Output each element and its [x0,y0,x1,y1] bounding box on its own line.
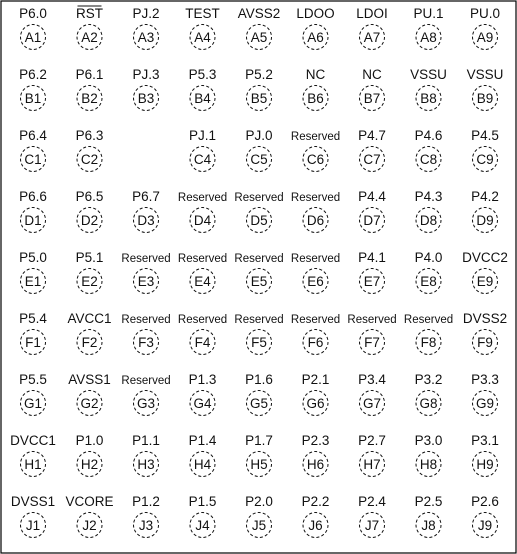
ball-id-label: D4 [193,213,212,228]
ball-b9 [467,67,504,111]
ball-b4 [189,67,217,111]
ball-d4 [178,192,227,233]
ball-id-label: J4 [195,518,210,533]
ball-id-label: A2 [81,30,98,45]
signal-label: P2.1 [301,372,330,387]
ball-d6 [291,192,340,233]
ball-e9 [462,250,508,294]
signal-label: P4.5 [471,128,499,143]
ball-h9 [471,433,499,477]
ball-d8 [415,189,443,233]
ball-id-label: H4 [193,457,212,472]
ball-a8 [413,6,443,50]
signal-label: Reserved [234,314,284,326]
ball-id-label: D1 [24,213,42,228]
ball-d1 [19,189,47,233]
signal-label: Reserved [290,131,341,143]
signal-label: NC [362,67,382,82]
signal-label: Reserved [290,314,341,326]
ball-b3 [132,67,159,111]
ball-id-label: D9 [476,213,494,228]
ball-id-label: B2 [81,91,98,106]
ball-b7 [360,67,385,111]
ball-c5 [245,128,272,172]
ball-j8 [415,494,443,538]
ball-id-label: E6 [307,274,324,289]
ball-id-label: F5 [251,335,267,350]
ball-id-label: J1 [25,518,41,533]
ball-e3 [121,253,170,294]
ball-d2 [76,189,104,233]
ball-id-label: D6 [306,213,325,228]
signal-label: PJ.1 [188,128,217,143]
signal-label: AVSS1 [68,372,111,387]
ball-b2 [76,67,104,111]
ball-id-label: A5 [250,30,268,45]
ball-id-label: J8 [421,518,436,533]
signal-label: Reserved [403,314,454,326]
signal-label: P4.0 [414,250,443,265]
ball-j1 [11,494,55,538]
signal-label: P5.2 [245,67,273,82]
ball-c9 [471,128,499,172]
signal-label: P5.4 [19,311,47,326]
ball-g1 [19,372,47,416]
ball-id-label: H9 [476,457,494,472]
signal-label: P3.0 [414,433,443,448]
ball-e5 [234,253,283,294]
ball-a4 [185,6,220,50]
ball-id-label: F2 [81,335,98,350]
signal-label: P2.7 [358,433,386,448]
ball-id-label: G5 [249,396,269,411]
ball-id-label: B6 [307,91,324,106]
signal-label: P1.5 [188,494,217,509]
ball-id-label: F3 [138,335,154,350]
signal-label: P1.1 [132,433,160,448]
signal-label: P6.0 [19,6,47,21]
ball-id-label: F1 [25,335,41,350]
ball-f1 [19,311,47,355]
ball-f9 [463,311,507,355]
signal-label: P4.4 [358,189,386,204]
ball-a3 [132,6,159,50]
ball-f5 [234,314,283,355]
ball-c7 [358,128,386,172]
signal-label: P6.7 [132,189,160,204]
signal-label: P5.3 [188,67,217,82]
signal-label: TEST [185,6,220,21]
signal-label: P1.7 [245,433,273,448]
ball-id-label: E2 [81,274,98,289]
ball-a6 [296,6,334,50]
signal-label: P2.3 [301,433,330,448]
ball-h8 [415,433,443,477]
ball-id-label: H6 [306,457,325,472]
ball-id-label: C4 [193,152,212,167]
ball-id-label: B3 [137,91,155,106]
ball-b6 [303,67,328,111]
signal-label: LDOI [356,6,388,21]
ball-f6 [291,314,340,355]
ball-id-label: A9 [476,30,494,45]
signal-label: VSSU [466,67,504,82]
signal-label: PJ.3 [132,67,160,82]
ball-e2 [76,250,104,294]
ball-e1 [19,250,47,294]
ball-id-label: G6 [306,396,325,411]
ball-id-label: A1 [24,30,42,45]
ball-id-label: C8 [419,152,438,167]
ball-f2 [67,311,111,355]
ball-id-label: H2 [80,457,99,472]
signal-label: P2.4 [358,494,386,509]
ball-id-label: B8 [420,91,437,106]
signal-label: P4.6 [414,128,443,143]
ball-j9 [471,494,499,538]
ball-id-label: G1 [23,396,43,411]
signal-label: P3.3 [471,372,499,387]
signal-label: Reserved [347,314,397,326]
signal-label: AVSS2 [237,6,281,21]
signal-label: P1.6 [245,372,273,387]
ball-e4 [178,253,227,294]
ball-id-label: B9 [476,91,494,106]
signal-label: DVCC1 [10,433,56,448]
ball-id-label: F8 [420,335,437,350]
ball-id-label: C5 [250,152,268,167]
ball-id-label: D7 [363,213,381,228]
signal-label: VCORE [65,494,114,509]
signal-label: P2.5 [414,494,443,509]
signal-label: P1.3 [188,372,217,387]
signal-label: P4.7 [358,128,386,143]
ball-g9 [471,372,499,416]
ball-id-label: A6 [307,30,324,45]
signal-label: RST [76,6,103,21]
ball-id-label: A7 [363,30,381,45]
ball-id-label: H5 [250,457,268,472]
ball-h6 [302,433,330,477]
ball-b8 [410,67,447,111]
signal-label: Reserved [290,253,341,265]
ball-id-label: E8 [420,274,437,289]
ball-g6 [302,372,330,416]
ball-id-label: H8 [419,457,438,472]
ball-j7 [358,494,386,538]
signal-label: P3.2 [414,372,443,387]
ball-d5 [234,192,283,233]
ball-j3 [132,494,160,538]
ball-a7 [356,6,388,50]
signal-label: AVCC1 [67,311,112,326]
ball-id-label: C9 [476,152,494,167]
ball-c8 [415,128,443,172]
signal-label: P6.1 [75,67,104,82]
ball-id-label: F9 [477,335,493,350]
ball-b1 [19,67,47,111]
ball-id-label: G9 [475,396,495,411]
signal-label: P5.1 [75,250,104,265]
ball-a9 [470,6,500,50]
ball-id-label: B5 [250,91,268,106]
ball-f4 [178,314,227,355]
signal-label: P4.1 [358,250,386,265]
ball-id-label: G2 [80,396,99,411]
ball-id-label: H7 [363,457,381,472]
ball-e7 [358,250,386,294]
ball-id-label: D3 [137,213,155,228]
signal-label: Reserved [177,314,228,326]
ball-id-label: A8 [420,30,437,45]
ball-c2 [76,128,104,172]
ball-b5 [245,67,273,111]
signal-label: Reserved [121,375,171,387]
ball-id-label: B1 [24,91,42,106]
ball-id-label: G4 [193,396,212,411]
signal-label: Reserved [177,253,228,265]
signal-label: P4.2 [471,189,499,204]
ball-id-label: H1 [24,457,42,472]
signal-label: DVSS2 [462,311,508,326]
ball-id-label: E9 [476,274,494,289]
signal-label: PU.1 [413,6,444,21]
ball-d7 [358,189,386,233]
ball-id-label: G8 [419,396,438,411]
signal-label: P6.4 [19,128,47,143]
signal-label: P2.2 [301,494,330,509]
ball-j6 [302,494,330,538]
ball-id-label: D2 [80,213,99,228]
ball-id-label: G3 [136,396,156,411]
signal-label: P6.5 [75,189,104,204]
ball-id-label: A3 [137,30,155,45]
ball-j4 [189,494,217,538]
signal-label: Reserved [121,253,171,265]
ball-id-label: J6 [308,518,323,533]
signal-label: P6.2 [19,67,47,82]
ball-id-label: E5 [250,274,268,289]
balls-layer [10,6,508,538]
ball-a5 [238,6,281,50]
ball-id-label: J2 [82,518,97,533]
signal-label: P4.3 [414,189,443,204]
ball-c1 [19,128,47,172]
signal-label: Reserved [234,192,284,204]
signal-label: P1.0 [75,433,104,448]
ball-c4 [189,128,216,172]
ball-id-label: F7 [364,335,380,350]
signal-label: P3.4 [358,372,386,387]
ball-id-label: B7 [363,91,381,106]
signal-label: P5.5 [19,372,47,387]
signal-label: PJ.0 [245,128,273,143]
ball-g7 [358,372,386,416]
ball-id-label: C2 [80,152,99,167]
signal-label: PU.0 [469,6,501,21]
ball-id-label: B4 [194,91,211,106]
ball-id-label: D5 [250,213,268,228]
ball-id-label: F6 [307,335,324,350]
ball-h3 [132,433,160,477]
ball-h7 [358,433,386,477]
ball-id-label: J7 [364,518,380,533]
ball-id-label: A4 [194,30,211,45]
ball-a2 [76,6,103,50]
ball-h4 [189,433,217,477]
ball-id-label: E3 [137,274,155,289]
ball-h5 [245,433,273,477]
ball-d3 [132,189,160,233]
signal-label: P5.0 [19,250,47,265]
ball-id-label: F4 [194,335,211,350]
ball-id-label: J3 [138,518,154,533]
signal-label: Reserved [234,253,284,265]
ball-id-label: E7 [363,274,381,289]
ball-c6 [291,131,340,172]
ball-d9 [471,189,499,233]
ball-g4 [189,372,217,416]
signal-label: DVCC2 [462,250,508,265]
signal-label: P6.3 [75,128,104,143]
ball-id-label: C6 [306,152,325,167]
ball-f3 [121,314,170,355]
ball-id-label: C7 [363,152,381,167]
signal-label: Reserved [121,314,171,326]
signal-label: Reserved [290,192,341,204]
ball-g8 [415,372,443,416]
ball-e8 [415,250,443,294]
ball-id-label: G7 [362,396,382,411]
ball-e6 [291,253,340,294]
signal-label: Reserved [177,192,228,204]
signal-label: PJ.2 [132,6,160,21]
ball-h1 [10,433,56,477]
ball-id-label: E4 [194,274,211,289]
ball-id-label: H3 [137,457,155,472]
signal-label: NC [305,67,326,82]
signal-label: VSSU [410,67,447,82]
signal-label: P2.0 [245,494,273,509]
signal-label: LDOO [296,6,335,21]
ball-id-label: E1 [24,274,42,289]
signal-label: DVSS1 [10,494,56,509]
signal-label: P1.4 [188,433,217,448]
ball-g3 [121,375,170,416]
ball-id-label: C1 [24,152,42,167]
ball-f8 [404,314,453,355]
signal-label: P1.2 [132,494,160,509]
ball-f7 [347,314,396,355]
signal-label: P2.6 [471,494,499,509]
ball-id-label: D8 [419,213,438,228]
signal-label: P6.6 [19,189,47,204]
ball-g5 [245,372,273,416]
ball-a1 [19,6,47,50]
ball-id-label: J9 [477,518,493,533]
ball-id-label: J5 [251,518,267,533]
ball-h2 [76,433,104,477]
signal-label: P3.1 [471,433,499,448]
ball-j2 [65,494,113,538]
ball-j5 [245,494,273,538]
ball-g2 [68,372,111,416]
